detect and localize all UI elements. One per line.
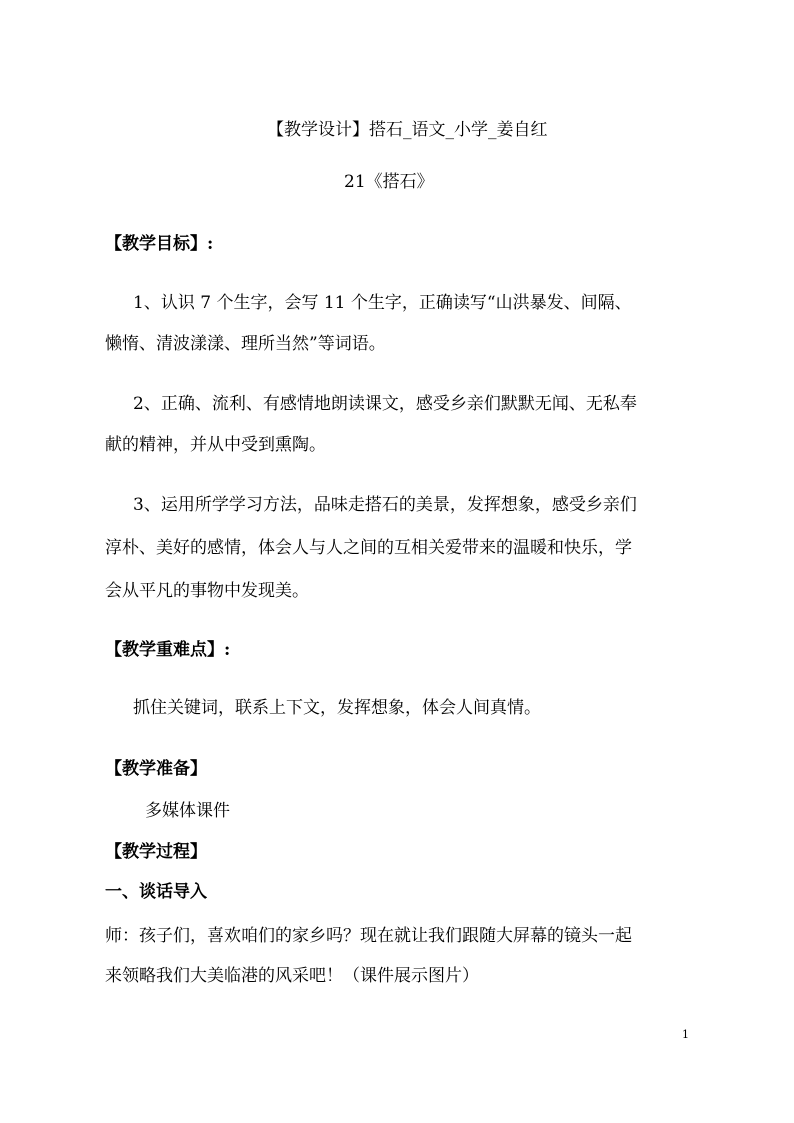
page-number: 1 bbox=[682, 1028, 689, 1041]
goal-3-line-3: 会从平凡的事物中发现美。 bbox=[105, 581, 309, 601]
preparation-text: 多媒体课件 bbox=[145, 801, 230, 821]
goal-1-line-2: 懒惰、清波漾漾、理所当然”等词语。 bbox=[105, 334, 386, 354]
design-title: 【教学设计】搭石_语文_小学_姜自红 bbox=[267, 120, 548, 140]
goal-1-line-1: 1、认识 7 个生字，会写 11 个生字，正确读写“山洪暴发、间隔、 bbox=[133, 293, 632, 313]
preparation-heading: 【教学准备】 bbox=[105, 759, 207, 779]
key-points-heading: 【教学重难点】: bbox=[105, 640, 231, 660]
goal-2-line-1: 2、正确、流利、有感情地朗读课文，感受乡亲们默默无闻、无私奉 bbox=[133, 394, 637, 414]
section-1-title: 一、谈话导入 bbox=[105, 882, 207, 902]
goal-2-line-2: 献的精神，并从中受到熏陶。 bbox=[105, 435, 326, 455]
paragraph-1-line-1: 师：孩子们，喜欢咱们的家乡吗？现在就让我们跟随大屏幕的镜头一起 bbox=[105, 926, 632, 946]
goal-3-line-2: 淳朴、美好的感情，体会人与人之间的互相关爱带来的温暖和快乐，学 bbox=[105, 538, 632, 558]
paragraph-1-line-2: 来领略我们大美临港的风采吧！（课件展示图片） bbox=[105, 966, 479, 986]
key-points-text: 抓住关键词，联系上下文，发挥想象，体会人间真情。 bbox=[133, 698, 541, 718]
lesson-title: 21《搭石》 bbox=[344, 172, 434, 192]
process-heading: 【教学过程】 bbox=[105, 842, 207, 862]
goal-3-line-1: 3、运用所学学习方法，品味走搭石的美景，发挥想象，感受乡亲们 bbox=[133, 495, 637, 515]
goals-heading: 【教学目标】: bbox=[105, 234, 214, 254]
